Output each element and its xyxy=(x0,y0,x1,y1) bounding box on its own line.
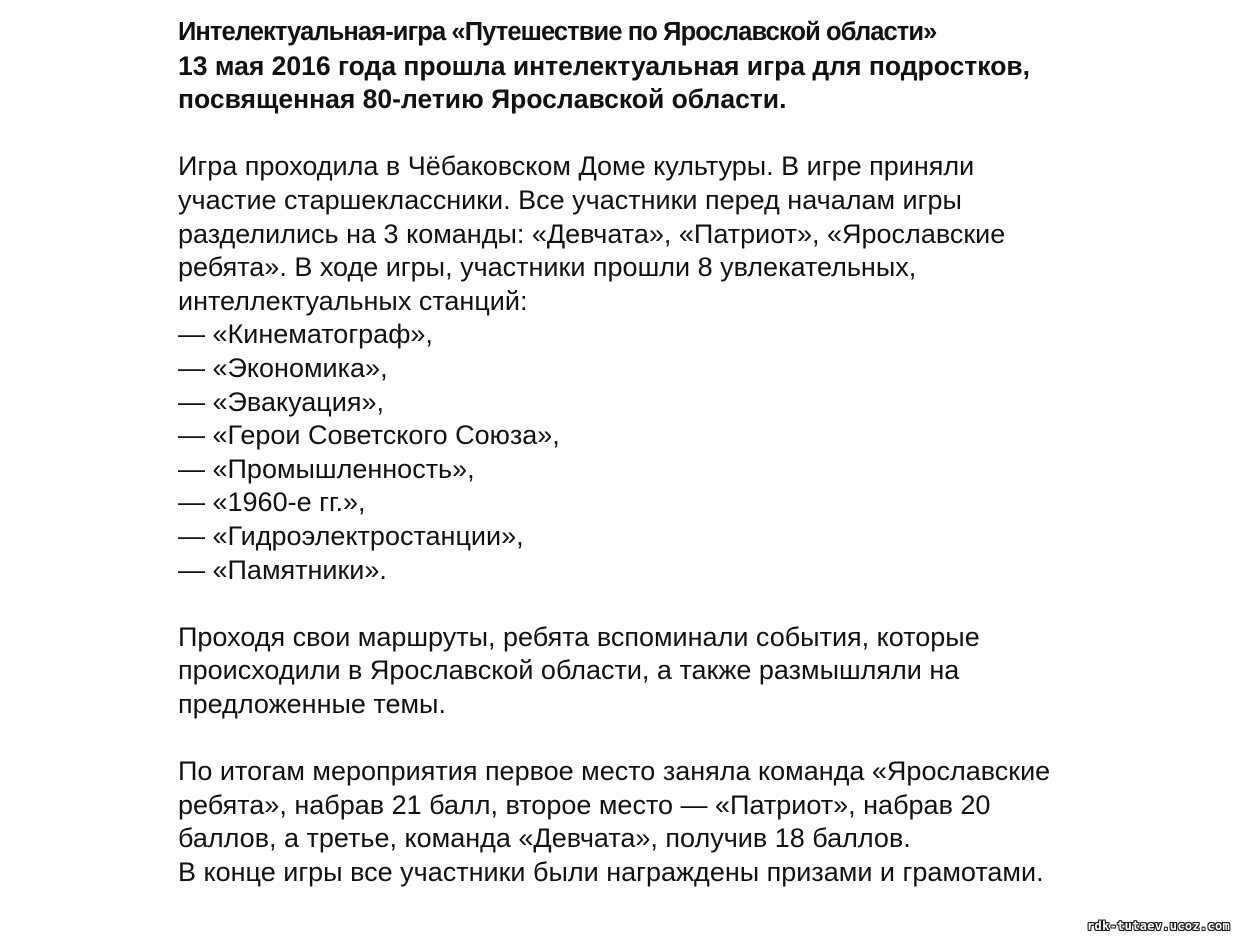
results-paragraph xyxy=(178,755,1218,889)
paragraph-line: происходили в Ярославской области, а также размышляли на xyxy=(178,655,960,686)
station-item: — «Гидроэлектростанции», xyxy=(178,520,524,551)
site-watermark: rdk-tutaev.ucoz.com xyxy=(1087,919,1230,933)
paragraph-line: По итогам мероприятия первое место заняла команда «Ярославские xyxy=(178,756,1051,787)
paragraph-line: Проходя свои маршруты, ребята вспоминали события, которые xyxy=(178,621,980,652)
routes-paragraph xyxy=(178,621,1218,722)
article-body xyxy=(178,16,1218,889)
paragraph-line: интеллектуальных станций: xyxy=(178,285,528,316)
station-item: — «1960-е гг.», xyxy=(178,487,366,518)
station-item: — «Экономика», xyxy=(178,352,388,383)
paragraph-line: Игра проходила в Чёбаковском Доме культуры. В игре приняли xyxy=(178,151,975,182)
station-item: — «Памятники». xyxy=(178,554,387,585)
paragraph-line: В конце игры все участники были награждены призами и грамотами. xyxy=(178,856,1044,887)
station-item: — «Кинематограф», xyxy=(178,319,433,350)
article-subtitle xyxy=(178,50,1218,117)
station-item: — «Промышленность», xyxy=(178,453,475,484)
article-title: Интелектуальная-игра «Путешествие по Ярославской области» xyxy=(178,18,937,46)
paragraph-line: баллов, а третье, команда «Девчата», получив 18 баллов. xyxy=(178,823,911,854)
paragraph-line: разделились на 3 команды: «Девчата», «Патриот», «Ярославские xyxy=(178,218,1006,249)
subtitle-line: 13 мая 2016 года прошла интелектуальная игра для подростков, xyxy=(178,50,1031,81)
station-item: — «Герои Советского Союза», xyxy=(178,420,560,451)
station-item: — «Эвакуация», xyxy=(178,386,384,417)
paragraph-gap xyxy=(178,117,1218,151)
paragraph-gap xyxy=(178,721,1218,755)
paragraph-gap xyxy=(178,587,1218,621)
paragraph-line: участие старшеклассники. Все участники перед началам игры xyxy=(178,184,962,215)
paragraph-line: ребята», набрав 21 балл, второе место — «Патриот», набрав 20 xyxy=(178,789,991,820)
stations-list xyxy=(178,318,1218,587)
paragraph-line: предложенные темы. xyxy=(178,688,446,719)
subtitle-line: посвященная 80-летию Ярославской области. xyxy=(178,84,787,115)
intro-paragraph xyxy=(178,150,1218,318)
paragraph-line: ребята». В ходе игры, участники прошли 8 увлекательных, xyxy=(178,252,917,283)
